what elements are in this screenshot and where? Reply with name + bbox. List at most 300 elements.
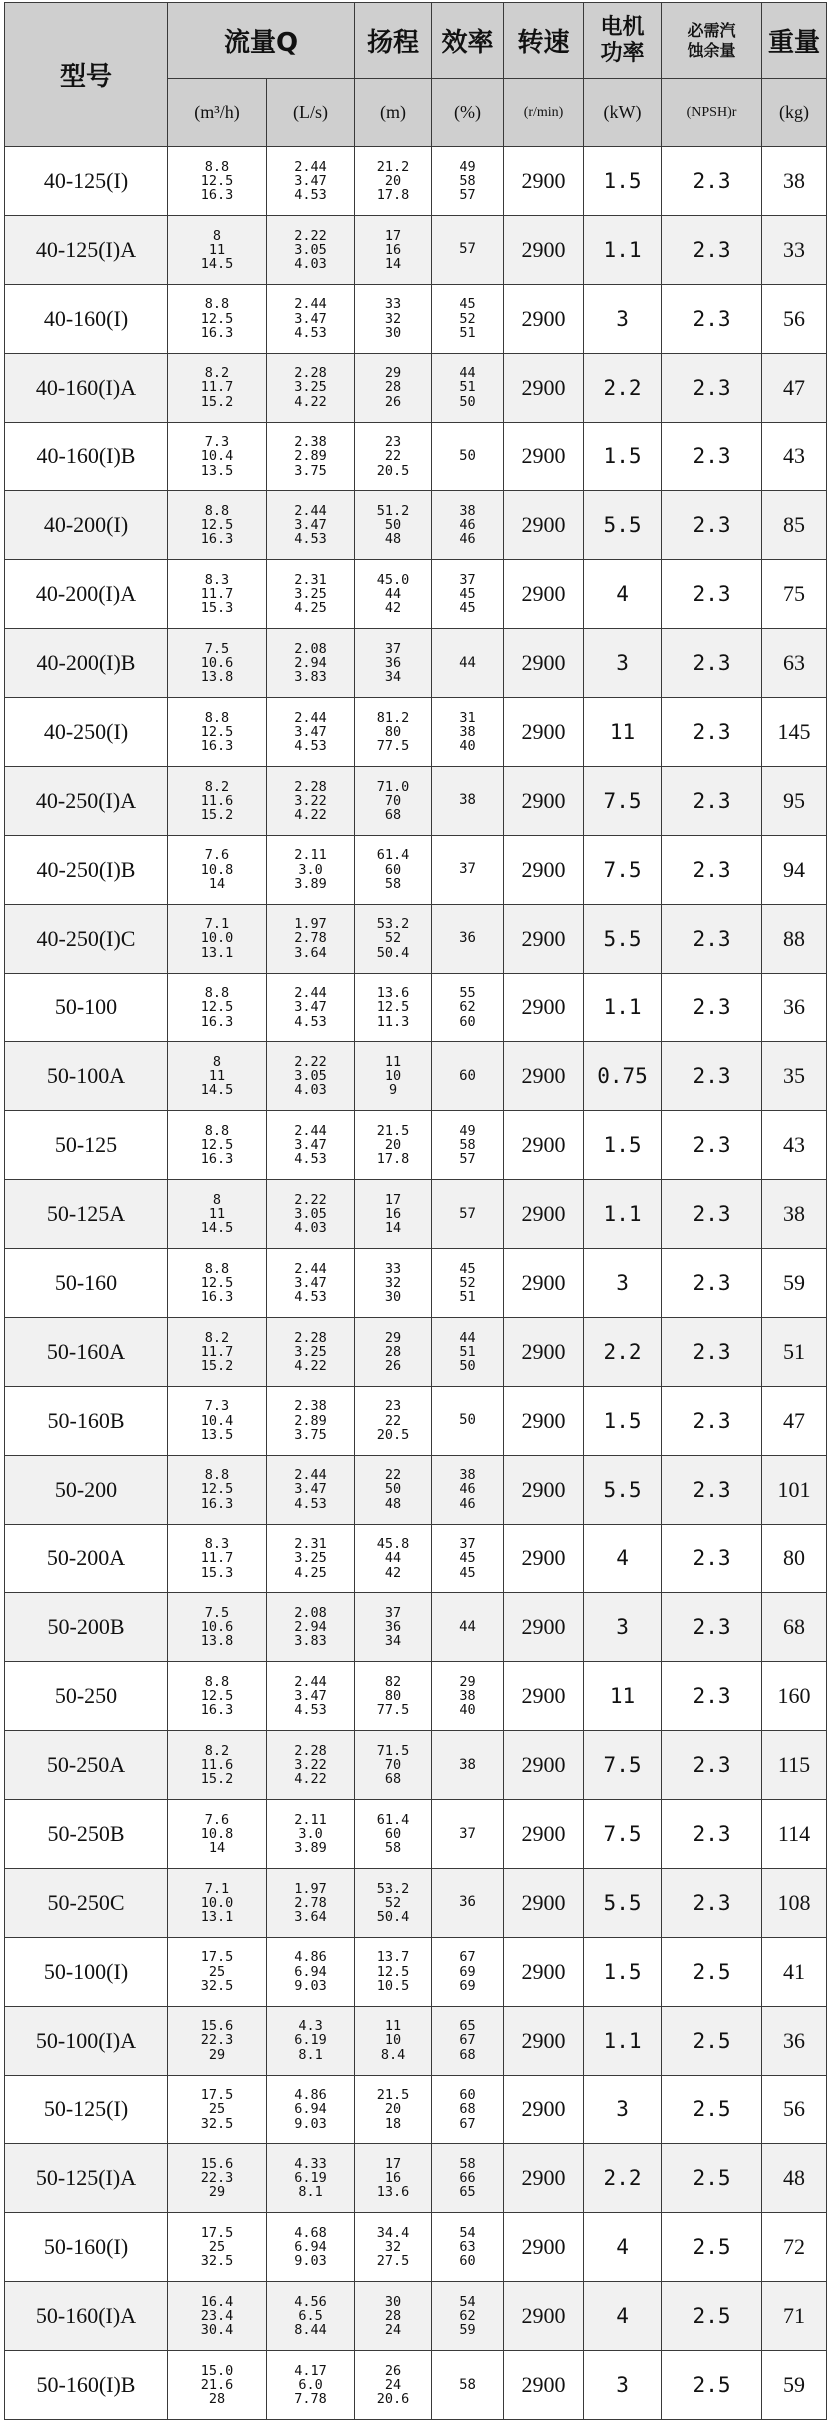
- flow-m3h-cell: [168, 835, 267, 904]
- head-cell-value: 33: [384, 1260, 402, 1277]
- head-cell: [355, 1937, 432, 2006]
- weight-cell: 35: [762, 1042, 827, 1111]
- efficiency-cell-value: 58: [459, 2376, 476, 2393]
- flow-m3h-cell-value: 22.3: [200, 2032, 234, 2049]
- npsh-cell: 2.3: [662, 904, 762, 973]
- flow-ls-cell-value: 6.0: [298, 2376, 323, 2393]
- flow-ls-cell-value: 4.53: [294, 1151, 327, 1168]
- npsh-cell: 2.5: [662, 2213, 762, 2282]
- efficiency-cell-value: 49: [459, 1122, 476, 1139]
- weight-cell: 47: [762, 353, 827, 422]
- flow-ls-cell-value: 3.64: [294, 1908, 327, 1925]
- flow-ls-cell-value: 4.53: [294, 1702, 327, 1719]
- flow-m3h-cell-value: 10.0: [200, 930, 234, 947]
- table-row: [5, 1868, 827, 1937]
- flow-ls-cell-value: 4.53: [294, 1289, 327, 1306]
- flow-m3h-cell: [168, 1524, 267, 1593]
- weight-cell: 95: [762, 766, 827, 835]
- efficiency-cell: [432, 147, 504, 216]
- flow-m3h-cell-value: 30.4: [200, 2322, 234, 2339]
- flow-m3h-cell-value: 14: [208, 1840, 226, 1857]
- flow-ls-cell: [267, 1317, 355, 1386]
- npsh-cell: 2.3: [662, 1317, 762, 1386]
- flow-m3h-cell: [168, 1386, 267, 1455]
- flow-m3h-cell: [168, 2144, 267, 2213]
- efficiency-cell: [432, 215, 504, 284]
- efficiency-cell-value: 51: [459, 1289, 476, 1306]
- efficiency-cell-value: 45: [459, 1564, 476, 1581]
- npsh-cell: 2.3: [662, 1111, 762, 1180]
- efficiency-cell: [432, 1386, 504, 1455]
- flow-ls-cell-value: 2.94: [294, 654, 327, 671]
- efficiency-cell: [432, 1180, 504, 1249]
- head-cell-value: 17: [384, 227, 402, 244]
- flow-ls-cell-value: 2.94: [294, 1619, 327, 1636]
- unit-speed: (r/min): [504, 79, 584, 147]
- efficiency-cell: [432, 2075, 504, 2144]
- head-cell: [355, 422, 432, 491]
- model-cell: 50-250A: [5, 1731, 168, 1800]
- efficiency-cell-value: 51: [459, 324, 476, 341]
- speed-cell: 2900: [504, 1386, 584, 1455]
- flow-ls-cell-value: 4.03: [294, 255, 327, 272]
- head-cell-value: 32: [384, 2239, 402, 2256]
- efficiency-cell: [432, 1111, 504, 1180]
- efficiency-cell-value: 45: [459, 586, 476, 603]
- head-cell-value: 13.6: [376, 985, 410, 1002]
- head-cell: [355, 1593, 432, 1662]
- head-cell-value: 26: [384, 393, 402, 410]
- flow-m3h-cell: [168, 2282, 267, 2351]
- head-cell-value: 60: [384, 1825, 402, 1842]
- motor-power-cell: 1.5: [584, 147, 662, 216]
- head-cell-value: 58: [384, 875, 402, 892]
- flow-m3h-cell: [168, 215, 267, 284]
- flow-m3h-cell: [168, 1455, 267, 1524]
- efficiency-cell: [432, 491, 504, 560]
- flow-ls-cell-value: 2.44: [294, 503, 327, 520]
- table-row: [5, 2213, 827, 2282]
- flow-m3h-cell-value: 16.3: [200, 1702, 234, 1719]
- weight-cell: 41: [762, 1937, 827, 2006]
- flow-ls-cell-value: 3.05: [294, 1068, 327, 1085]
- model-cell: 50-125(I): [5, 2075, 168, 2144]
- weight-cell: 38: [762, 147, 827, 216]
- efficiency-cell-value: 50: [459, 448, 476, 465]
- flow-m3h-cell-value: 8: [212, 227, 222, 244]
- speed-cell: 2900: [504, 422, 584, 491]
- efficiency-cell-value: 57: [459, 241, 476, 258]
- flow-m3h-cell: [168, 422, 267, 491]
- head-cell-value: 30: [384, 2293, 402, 2310]
- model-cell: 40-250(I): [5, 698, 168, 767]
- head-cell: [355, 1455, 432, 1524]
- head-cell-value: 70: [384, 1756, 402, 1773]
- flow-ls-cell-value: 3.05: [294, 1205, 327, 1222]
- motor-power-cell: 4: [584, 560, 662, 629]
- flow-ls-cell-value: 3.47: [294, 310, 327, 327]
- unit-weight: (kg): [762, 79, 827, 147]
- model-cell: 50-160(I)B: [5, 2351, 168, 2420]
- flow-m3h-cell-value: 12.5: [200, 1481, 234, 1498]
- speed-cell: 2900: [504, 1662, 584, 1731]
- model-cell: 40-160(I): [5, 284, 168, 353]
- npsh-cell: 2.3: [662, 560, 762, 629]
- model-cell: 50-160: [5, 1249, 168, 1318]
- efficiency-cell-value: 52: [459, 310, 476, 327]
- head-cell: [355, 2351, 432, 2420]
- flow-ls-cell-value: 4.17: [294, 2362, 327, 2379]
- flow-m3h-cell-value: 10.8: [200, 1825, 234, 1842]
- motor-power-cell: 5.5: [584, 1455, 662, 1524]
- flow-m3h-cell: [168, 1731, 267, 1800]
- efficiency-cell-value: 40: [459, 738, 476, 755]
- flow-ls-cell-value: 2.44: [294, 709, 327, 726]
- flow-m3h-cell-value: 15.2: [200, 1771, 234, 1788]
- efficiency-cell-value: 59: [459, 2322, 476, 2339]
- flow-m3h-cell-value: 16.3: [200, 1495, 234, 1512]
- flow-m3h-cell-value: 32.5: [200, 2253, 234, 2270]
- efficiency-cell-value: 57: [459, 1151, 476, 1168]
- efficiency-cell-value: 45: [459, 600, 476, 617]
- table-body: [5, 147, 827, 2420]
- flow-m3h-cell: [168, 973, 267, 1042]
- flow-m3h-cell: [168, 1868, 267, 1937]
- flow-m3h-cell-value: 10.6: [200, 654, 234, 671]
- npsh-cell: 2.3: [662, 698, 762, 767]
- flow-m3h-cell-value: 13.5: [200, 1426, 234, 1443]
- motor-power-cell: 1.1: [584, 1180, 662, 1249]
- npsh-cell: 2.3: [662, 215, 762, 284]
- efficiency-cell-value: 46: [459, 531, 476, 548]
- speed-cell: 2900: [504, 2075, 584, 2144]
- flow-m3h-cell-value: 11.7: [200, 1343, 234, 1360]
- flow-m3h-cell-value: 16.3: [200, 1289, 234, 1306]
- head-cell-value: 36: [384, 654, 402, 671]
- flow-ls-cell-value: 2.31: [294, 571, 327, 588]
- flow-ls-cell-value: 4.22: [294, 1771, 327, 1788]
- speed-cell: 2900: [504, 1593, 584, 1662]
- efficiency-cell-value: 29: [459, 1673, 476, 1690]
- efficiency-cell-value: 38: [459, 503, 476, 520]
- head-cell: [355, 1249, 432, 1318]
- flow-m3h-cell: [168, 560, 267, 629]
- flow-m3h-cell-value: 8.8: [204, 709, 230, 726]
- flow-ls-cell-value: 2.38: [294, 434, 327, 451]
- model-cell: 50-160(I): [5, 2213, 168, 2282]
- speed-cell: 2900: [504, 353, 584, 422]
- efficiency-cell-value: 62: [459, 2307, 476, 2324]
- model-cell: 50-200A: [5, 1524, 168, 1593]
- head-cell-value: 34: [384, 1633, 402, 1650]
- efficiency-cell: [432, 2213, 504, 2282]
- motor-power-cell: 2.2: [584, 2144, 662, 2213]
- flow-m3h-cell-value: 10.4: [200, 448, 234, 465]
- model-cell: 40-200(I)B: [5, 629, 168, 698]
- flow-m3h-cell-value: 12.5: [200, 1274, 234, 1291]
- npsh-cell: 2.3: [662, 1593, 762, 1662]
- flow-m3h-cell-value: 8.2: [204, 365, 230, 382]
- head-cell: [355, 1317, 432, 1386]
- head-cell-value: 37: [384, 1605, 402, 1622]
- model-cell: 50-125A: [5, 1180, 168, 1249]
- speed-cell: 2900: [504, 2213, 584, 2282]
- motor-power-cell: 4: [584, 2282, 662, 2351]
- flow-m3h-cell-value: 15.2: [200, 1357, 234, 1374]
- npsh-cell: 2.3: [662, 835, 762, 904]
- efficiency-cell-value: 38: [459, 723, 476, 740]
- head-cell: [355, 629, 432, 698]
- efficiency-cell-value: 60: [459, 2087, 476, 2104]
- flow-ls-cell-value: 3.05: [294, 241, 327, 258]
- model-cell: 50-250C: [5, 1868, 168, 1937]
- efficiency-cell-value: 55: [459, 985, 476, 1002]
- flow-m3h-cell-value: 10.6: [200, 1619, 234, 1636]
- flow-ls-cell-value: 2.11: [294, 1811, 327, 1828]
- efficiency-cell-value: 67: [459, 1949, 476, 1966]
- flow-m3h-cell-value: 12.5: [200, 172, 234, 189]
- flow-m3h-cell-value: 15.3: [200, 1564, 234, 1581]
- table-row: [5, 1317, 827, 1386]
- flow-ls-cell-value: 4.22: [294, 1357, 327, 1374]
- flow-m3h-cell-value: 23.4: [200, 2307, 234, 2324]
- efficiency-cell: [432, 1800, 504, 1869]
- efficiency-cell-value: 44: [459, 654, 476, 671]
- flow-ls-cell-value: 2.89: [294, 448, 327, 465]
- efficiency-cell-value: 36: [459, 930, 476, 947]
- table-row: [5, 904, 827, 973]
- efficiency-cell-value: 38: [459, 1688, 476, 1705]
- head-cell: [355, 766, 432, 835]
- head-cell-value: 16: [384, 1205, 402, 1222]
- header-motor-line2: 功率: [600, 40, 645, 66]
- flow-ls-cell-value: 3.25: [294, 379, 327, 396]
- flow-m3h-cell: [168, 629, 267, 698]
- npsh-cell: 2.5: [662, 2075, 762, 2144]
- flow-ls-cell: [267, 2144, 355, 2213]
- table-row: [5, 2144, 827, 2213]
- efficiency-cell-value: 58: [459, 2156, 476, 2173]
- head-cell-value: 50.4: [376, 1908, 410, 1925]
- flow-m3h-cell-value: 11.7: [200, 379, 234, 396]
- efficiency-cell-value: 51: [459, 1343, 476, 1360]
- table-row: [5, 1937, 827, 2006]
- head-cell-value: 45.0: [376, 571, 410, 588]
- flow-ls-cell: [267, 629, 355, 698]
- efficiency-cell: [432, 1868, 504, 1937]
- npsh-cell: 2.3: [662, 284, 762, 353]
- speed-cell: 2900: [504, 904, 584, 973]
- flow-m3h-cell-value: 13.1: [200, 944, 234, 961]
- table-row: [5, 353, 827, 422]
- npsh-cell: 2.3: [662, 1249, 762, 1318]
- flow-ls-cell-value: 2.44: [294, 158, 327, 175]
- flow-ls-cell-value: 3.75: [294, 1426, 327, 1443]
- head-cell-value: 17: [384, 2156, 402, 2173]
- head-cell: [355, 2075, 432, 2144]
- table-row: [5, 2282, 827, 2351]
- head-cell-value: 58: [384, 1840, 402, 1857]
- npsh-cell: 2.3: [662, 1455, 762, 1524]
- speed-cell: 2900: [504, 1524, 584, 1593]
- model-cell: 50-125: [5, 1111, 168, 1180]
- head-cell-value: 16: [384, 241, 402, 258]
- head-cell-value: 18: [384, 2115, 402, 2132]
- flow-m3h-cell-value: 28: [208, 2391, 226, 2408]
- model-cell: 40-200(I)A: [5, 560, 168, 629]
- flow-m3h-cell-value: 16.3: [200, 324, 234, 341]
- speed-cell: 2900: [504, 766, 584, 835]
- head-cell-value: 21.5: [376, 1122, 410, 1139]
- flow-m3h-cell: [168, 1042, 267, 1111]
- flow-m3h-cell: [168, 1249, 267, 1318]
- model-cell: 50-200: [5, 1455, 168, 1524]
- flow-m3h-cell-value: 16.3: [200, 1151, 234, 1168]
- head-cell: [355, 1731, 432, 1800]
- head-cell: [355, 560, 432, 629]
- flow-ls-cell: [267, 698, 355, 767]
- head-cell: [355, 2282, 432, 2351]
- motor-power-cell: 3: [584, 284, 662, 353]
- flow-m3h-cell-value: 17.5: [200, 1949, 234, 1966]
- efficiency-cell-value: 60: [459, 2253, 476, 2270]
- flow-ls-cell-value: 2.44: [294, 1467, 327, 1484]
- head-cell-value: 52: [384, 1894, 402, 1911]
- efficiency-cell: [432, 560, 504, 629]
- weight-cell: 43: [762, 422, 827, 491]
- weight-cell: 88: [762, 904, 827, 973]
- flow-ls-cell-value: 4.56: [294, 2293, 327, 2310]
- flow-m3h-cell: [168, 1180, 267, 1249]
- efficiency-cell-value: 50: [459, 393, 476, 410]
- flow-m3h-cell: [168, 904, 267, 973]
- efficiency-cell: [432, 1042, 504, 1111]
- table-row: [5, 1662, 827, 1731]
- weight-cell: 48: [762, 2144, 827, 2213]
- head-cell-value: 16: [384, 2170, 402, 2187]
- efficiency-cell: [432, 422, 504, 491]
- flow-m3h-cell-value: 15.3: [200, 600, 234, 617]
- table-row: [5, 560, 827, 629]
- table-row: [5, 1455, 827, 1524]
- flow-ls-cell-value: 1.97: [294, 1880, 327, 1897]
- header-npsh: [662, 3, 762, 79]
- efficiency-cell-value: 37: [459, 861, 476, 878]
- head-cell-value: 44: [384, 1550, 402, 1567]
- head-cell-value: 68: [384, 1771, 402, 1788]
- efficiency-cell-value: 45: [459, 1550, 476, 1567]
- motor-power-cell: 1.1: [584, 973, 662, 1042]
- head-cell-value: 21.5: [376, 2087, 410, 2104]
- flow-ls-cell-value: 3.47: [294, 723, 327, 740]
- flow-ls-cell: [267, 1593, 355, 1662]
- flow-ls-cell: [267, 2282, 355, 2351]
- flow-ls-cell-value: 6.5: [298, 2307, 323, 2324]
- flow-ls-cell: [267, 973, 355, 1042]
- head-cell-value: 71.0: [376, 778, 410, 795]
- head-cell-value: 80: [384, 723, 402, 740]
- efficiency-cell: [432, 698, 504, 767]
- flow-ls-cell: [267, 1111, 355, 1180]
- flow-m3h-cell-value: 7.6: [204, 847, 230, 864]
- flow-m3h-cell-value: 21.6: [200, 2376, 234, 2393]
- flow-m3h-cell-value: 11.7: [200, 1550, 234, 1567]
- speed-cell: 2900: [504, 1868, 584, 1937]
- flow-m3h-cell-value: 11: [208, 241, 226, 258]
- flow-m3h-cell-value: 17.5: [200, 2224, 234, 2241]
- efficiency-cell: [432, 973, 504, 1042]
- flow-m3h-cell-value: 12.5: [200, 1688, 234, 1705]
- motor-power-cell: 5.5: [584, 904, 662, 973]
- efficiency-cell-value: 54: [459, 2293, 476, 2310]
- flow-ls-cell-value: 3.25: [294, 1343, 327, 1360]
- head-cell-value: 17.8: [376, 1151, 410, 1168]
- flow-m3h-cell-value: 11.6: [200, 1756, 234, 1773]
- flow-ls-cell-value: 3.47: [294, 1137, 327, 1154]
- head-cell-value: 26: [384, 1357, 402, 1374]
- head-cell-value: 36: [384, 1619, 402, 1636]
- flow-ls-cell-value: 4.53: [294, 531, 327, 548]
- npsh-cell: 2.5: [662, 2144, 762, 2213]
- npsh-cell: 2.3: [662, 1800, 762, 1869]
- flow-m3h-cell-value: 8.2: [204, 1742, 230, 1759]
- flow-m3h-cell-value: 7.1: [204, 1880, 230, 1897]
- flow-m3h-cell-value: 12.5: [200, 1137, 234, 1154]
- weight-cell: 94: [762, 835, 827, 904]
- unit-head: (m): [355, 79, 432, 147]
- flow-ls-cell-value: 4.22: [294, 393, 327, 410]
- head-cell: [355, 2213, 432, 2282]
- flow-ls-cell: [267, 215, 355, 284]
- head-cell-value: 32: [384, 310, 402, 327]
- flow-ls-cell-value: 2.78: [294, 930, 327, 947]
- flow-ls-cell-value: 3.47: [294, 1688, 327, 1705]
- flow-m3h-cell: [168, 2006, 267, 2075]
- model-cell: 40-250(I)C: [5, 904, 168, 973]
- flow-ls-cell-value: 4.22: [294, 806, 327, 823]
- flow-ls-cell-value: 4.25: [294, 1564, 327, 1581]
- head-cell-value: 11: [384, 1054, 402, 1071]
- flow-ls-cell-value: 3.47: [294, 517, 327, 534]
- head-cell-value: 23: [384, 1398, 402, 1415]
- table-row: [5, 1524, 827, 1593]
- efficiency-cell: [432, 1937, 504, 2006]
- motor-power-cell: 11: [584, 698, 662, 767]
- efficiency-cell-value: 37: [459, 1536, 476, 1553]
- motor-power-cell: 1.5: [584, 1111, 662, 1180]
- flow-m3h-cell-value: 29: [208, 2046, 226, 2063]
- npsh-cell: 2.3: [662, 766, 762, 835]
- head-cell-value: 52: [384, 930, 402, 947]
- table-row: [5, 766, 827, 835]
- efficiency-cell-value: 67: [459, 2115, 476, 2132]
- model-cell: 50-100(I): [5, 1937, 168, 2006]
- efficiency-cell-value: 50: [459, 1357, 476, 1374]
- flow-ls-cell-value: 3.47: [294, 172, 327, 189]
- head-cell-value: 28: [384, 379, 402, 396]
- efficiency-cell: [432, 766, 504, 835]
- table-row: [5, 973, 827, 1042]
- speed-cell: 2900: [504, 629, 584, 698]
- model-cell: 40-160(I)A: [5, 353, 168, 422]
- head-cell: [355, 1386, 432, 1455]
- flow-m3h-cell-value: 12.5: [200, 999, 234, 1016]
- flow-ls-cell-value: 4.03: [294, 1220, 327, 1237]
- flow-m3h-cell-value: 14.5: [200, 1220, 234, 1237]
- head-cell: [355, 698, 432, 767]
- flow-m3h-cell-value: 15.0: [200, 2362, 234, 2379]
- flow-ls-cell-value: 2.28: [294, 778, 327, 795]
